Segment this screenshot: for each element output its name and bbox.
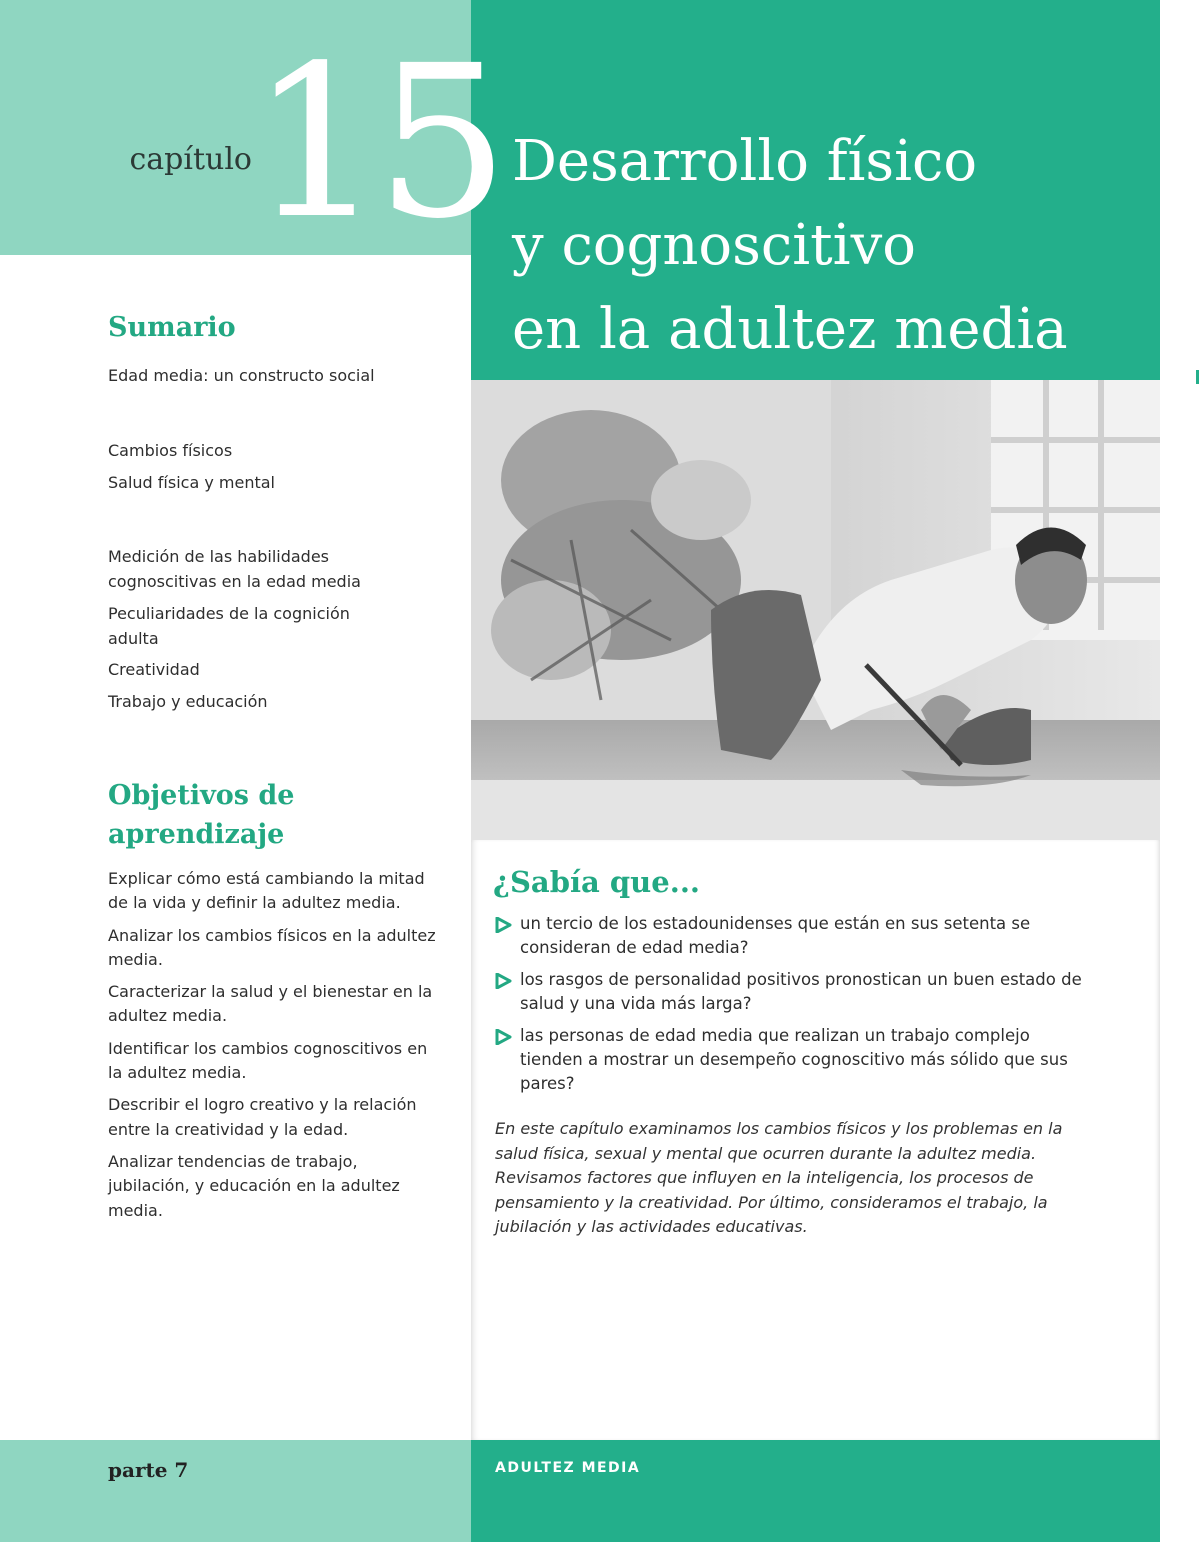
objetivo-item: Analizar los cambios físicos en la adultez media.	[108, 925, 436, 969]
sabia-heading: ¿Sabía que...	[493, 865, 701, 899]
part-label: parte 7	[108, 1458, 189, 1482]
objetivos-heading: Objetivos de aprendizaje	[108, 780, 295, 850]
sumario-item: Salud física y mental	[108, 473, 275, 492]
part-name: ADULTEZ MEDIA	[495, 1460, 641, 1476]
triangle-bullet-icon	[494, 917, 512, 933]
sabia-item	[494, 1024, 1094, 1096]
sabia-item	[494, 968, 1094, 1016]
sabia-list	[494, 912, 1094, 1104]
sumario-item: Trabajo y educación	[108, 692, 268, 711]
footer-left-band	[0, 1440, 471, 1542]
sumario-item: Edad media: un constructo social	[108, 366, 375, 385]
triangle-bullet-icon	[494, 973, 512, 989]
objetivo-item: Explicar cómo está cambiando la mitad de la vida y definir la adultez media.	[108, 869, 425, 913]
objetivo-item: Analizar tendencias de trabajo, jubilación, y educación en la adultez media.	[108, 1151, 400, 1220]
sumario-item: Peculiaridades de la cognición adulta	[108, 604, 350, 648]
objetivo-item: Identificar los cambios cognoscitivos en la adultez media.	[108, 1038, 428, 1083]
chapter-photo	[471, 380, 1160, 840]
sumario-item: Medición de las habilidades cognoscitivas en la edad media	[108, 547, 361, 591]
sabia-item	[494, 912, 1094, 960]
chapter-title-line: en la adultez media	[512, 297, 1068, 362]
sumario-item: Creatividad	[108, 660, 200, 679]
objetivo-item: Describir el logro creativo y la relación entre la creatividad y la edad.	[108, 1095, 417, 1139]
chapter-title-line: y cognoscitivo	[512, 213, 916, 278]
objetivo-item: Caracterizar la salud y el bienestar en la adultez media.	[108, 982, 433, 1026]
triangle-bullet-icon	[494, 1029, 512, 1045]
chapter-word: capítulo	[129, 142, 252, 177]
sabia-item-text: un tercio de los estadounidenses que están en sus setenta se consideran de edad media?	[520, 914, 1031, 957]
sumario-item: Cambios físicos	[108, 441, 233, 460]
edge-marker	[1196, 370, 1199, 384]
chapter-intro: En este capítulo examinamos los cambios físicos y los problemas en la salud física, sexual y mental que ocurren durante la adultez media. Revisamos factores que influyen en la inteligencia, los procesos de pensamiento y la creatividad. Por último, consideramos el trabajo, la jubilación y las actividades educativas.	[495, 1119, 1063, 1236]
chapter-number: 15	[250, 20, 502, 265]
footer-right-band	[471, 1440, 1160, 1542]
chapter-title-line: Desarrollo físico	[512, 129, 978, 194]
sabia-item-text: las personas de edad media que realizan un trabajo complejo tienden a mostrar un desempeño cognoscitivo más sólido que sus pares?	[520, 1026, 1068, 1093]
sumario-heading: Sumario	[108, 312, 236, 343]
chapter-title	[512, 120, 1132, 372]
objetivos-list	[108, 867, 438, 1231]
sabia-item-text: los rasgos de personalidad positivos pronostican un buen estado de salud y una vida más larga?	[520, 970, 1082, 1013]
